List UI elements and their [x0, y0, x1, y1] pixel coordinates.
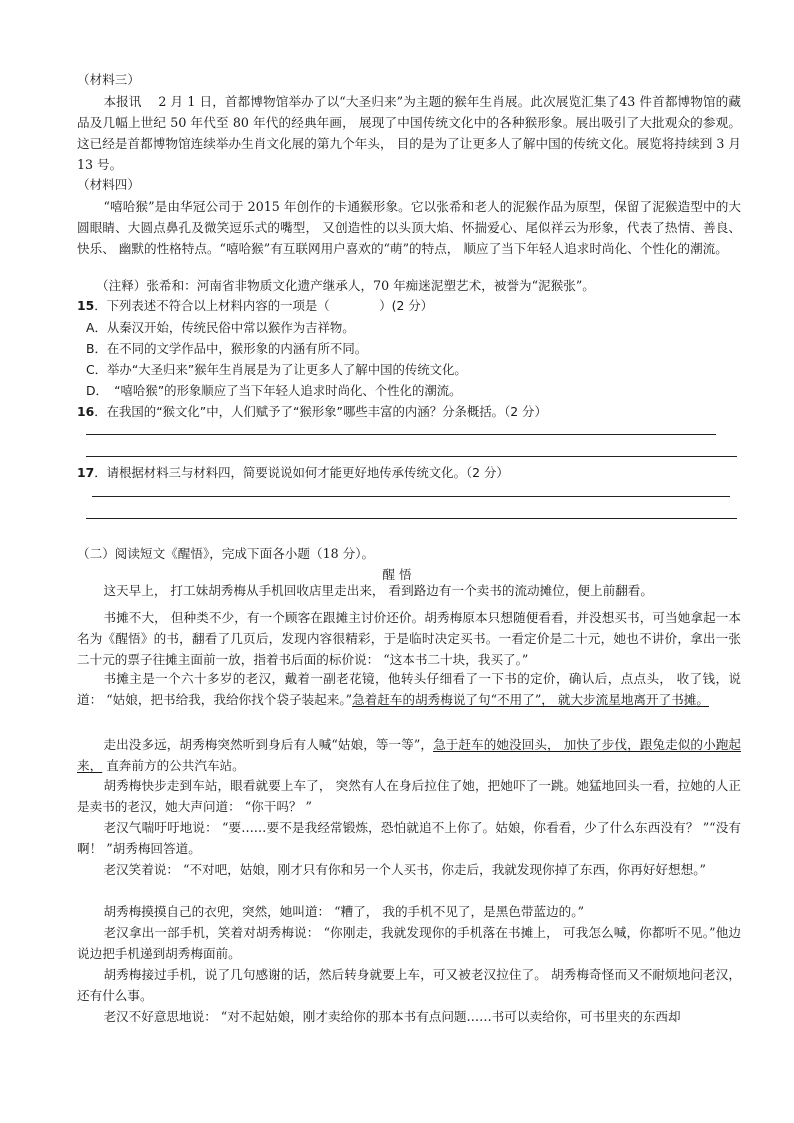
- material4-note: （注释）张希和：河南省非物质文化遗产继承人，70 年痴迷泥塑艺术，被誉为“泥猴张”。: [96, 278, 595, 293]
- story-paragraph-4: [77, 734, 741, 776]
- p4-text: 走出没多远，胡秀梅突然听到身后有人喊“姑娘，等一等”，: [103, 737, 434, 752]
- story-paragraph-10: 胡秀梅接过手机，说了几句感谢的话，然后转身就要上车，可又被老汉拉住了。 胡秀梅奇怪而又不耐烦地问老汉，还有什么事。: [77, 967, 741, 1003]
- story-paragraph-7: 老汉笑着说： “不对吧，姑娘，刚才只有你和另一个人买书，你走后，我就发现你掉了东西，你再好好想想。”: [103, 862, 706, 877]
- story-paragraph-1: 这天早上， 打工妹胡秀梅从手机回收店里走出来， 看到路边有一个卖书的流动摊位，便上前翻看。: [103, 583, 653, 598]
- material3-label: （材料三）: [77, 72, 140, 87]
- story-paragraph-3: [77, 668, 741, 710]
- section-2-heading: （二）阅读短文《醒悟》，完成下面各小题（18 分）。: [77, 546, 375, 561]
- question-15-number: 15: [77, 298, 95, 313]
- question-16-stem: ．在我国的“猴文化”中，人们赋予了“猴形象”哪些丰富的内涵？分条概括。（2 分）: [94, 404, 547, 419]
- question-15: [77, 297, 433, 314]
- q16-answer-line-1[interactable]: [86, 434, 716, 435]
- question-17: [77, 464, 509, 481]
- question-16: [77, 403, 547, 420]
- material4-paragraph: “嘻哈猴”是由华冠公司于 2015 年创作的卡通猴形象。它以张希和老人的泥猴作品为原型，保留了泥猴造型中的大圆眼睛、大圆点鼻孔及微笑逗乐式的嘴型， 又创造性的以头顶大焰、怀揣爱心、尾似祥云为形象，代表了热情、善良、快乐、 幽默的性格特点。“嘻哈猴”有互联网用户喜欢的“萌”的特点， 顺应了当下年轻人追求时尚化、个性化的潮流。: [77, 199, 741, 256]
- q15-option-d: D． “嘻哈猴”的形象顺应了当下年轻人追求时尚化、个性化的潮流。: [86, 383, 462, 398]
- story-paragraph-11: 老汉不好意思地说： “对不起姑娘，刚才卖给你的那本书有点问题……书可以卖给你，可书里夹的东西却: [103, 1009, 681, 1024]
- question-17-stem: ．请根据材料三与材料四，简要说说如何才能更好地传承传统文化。（2 分）: [94, 465, 509, 480]
- p3-underlined-sentence: 急着赶车的胡秀梅说了句“不用了”， 就大步流星地离开了书摊。: [352, 692, 709, 707]
- p4-underlined-sentence: 急于赶车的她没回头， 加快了步伐，跟兔走似的小跑起来，: [77, 737, 741, 773]
- q15-option-a: A．从秦汉开始，传统民俗中常以猴作为吉祥物。: [86, 320, 355, 335]
- q16-answer-line-2[interactable]: [86, 456, 737, 457]
- question-16-number: 16: [77, 404, 95, 419]
- question-15-stem: ．下列表述不符合以上材料内容的一项是（ ）(2 分）: [94, 298, 434, 313]
- story-paragraph-5: 胡秀梅快步走到车站，眼看就要上车了， 突然有人在身后拉住了她，把她吓了一跳。她猛地回头一看，拉她的人正是卖书的老汉，她大声问道： “你干吗？ ”: [77, 778, 741, 814]
- material4-label: （材料四）: [77, 177, 140, 192]
- story-paragraph-9: 老汉拿出一部手机，笑着对胡秀梅说： “你刚走，我就发现你的手机落在书摊上， 可我怎么喊，你都听不见。”他边说边把手机递到胡秀梅面前。: [77, 925, 741, 961]
- story-title: 醒 悟: [382, 567, 412, 582]
- p4-text-end: 直奔前方的公共汽车站。: [102, 758, 245, 773]
- q17-answer-line-1[interactable]: [92, 496, 730, 497]
- q15-option-b: B．在不同的文学作品中，猴形象的内涵有所不同。: [86, 341, 368, 356]
- story-paragraph-8: 胡秀梅摸摸自己的衣兜，突然，她叫道： “糟了， 我的手机不见了，是黑色带蓝边的。”: [103, 904, 585, 919]
- story-paragraph-6: 老汉气喘吁吁地说： “要……要不是我经常锻炼，恐怕就追不上你了。姑娘，你看看，少了什么东西没有？ ”“没有啊！ ”胡秀梅回答道。: [77, 820, 741, 856]
- q17-answer-line-2[interactable]: [86, 518, 737, 519]
- question-17-number: 17: [77, 465, 95, 480]
- material3-paragraph: 本报讯 2 月 1 日，首都博物馆举办了以“大圣归来”为主题的猴年生肖展。此次展览汇集了43 件首都博物馆的藏品及几幅上世纪 50 年代至 80 年代的经典年画， 展现了中国传统文化中的各种猴形象。展出吸引了大批观众的参观。这已经是首都博物馆连续举办生肖文化展的第九个年头， 目的是为了让更多人了解中国的传统文化。展览将持续到 3 月 13 号。: [77, 94, 741, 172]
- q15-option-c: C．举办“大圣归来”猴年生肖展是为了让更多人了解中国的传统文化。: [86, 362, 467, 377]
- p3-text: 书摊主是一个六十多岁的老汉，戴着一副老花镜，他转头仔细看了一下书的定价，确认后，点点头， 收了钱，说道： “姑娘，把书给我，我给你找个袋子装起来。”: [77, 671, 741, 707]
- story-paragraph-2: 书摊不大， 但种类不少，有一个顾客在跟摊主讨价还价。胡秀梅原本只想随便看看，并没想买书，可当她拿起一本名为《醒悟》的书，翻看了几页后，发现内容很精彩，于是临时决定买书。一看定价是二十元，她也不讲价，拿出一张二十元的票子往摊主面前一放，指着书后面的标价说： “这本书二十块，我买了。”: [77, 610, 741, 667]
